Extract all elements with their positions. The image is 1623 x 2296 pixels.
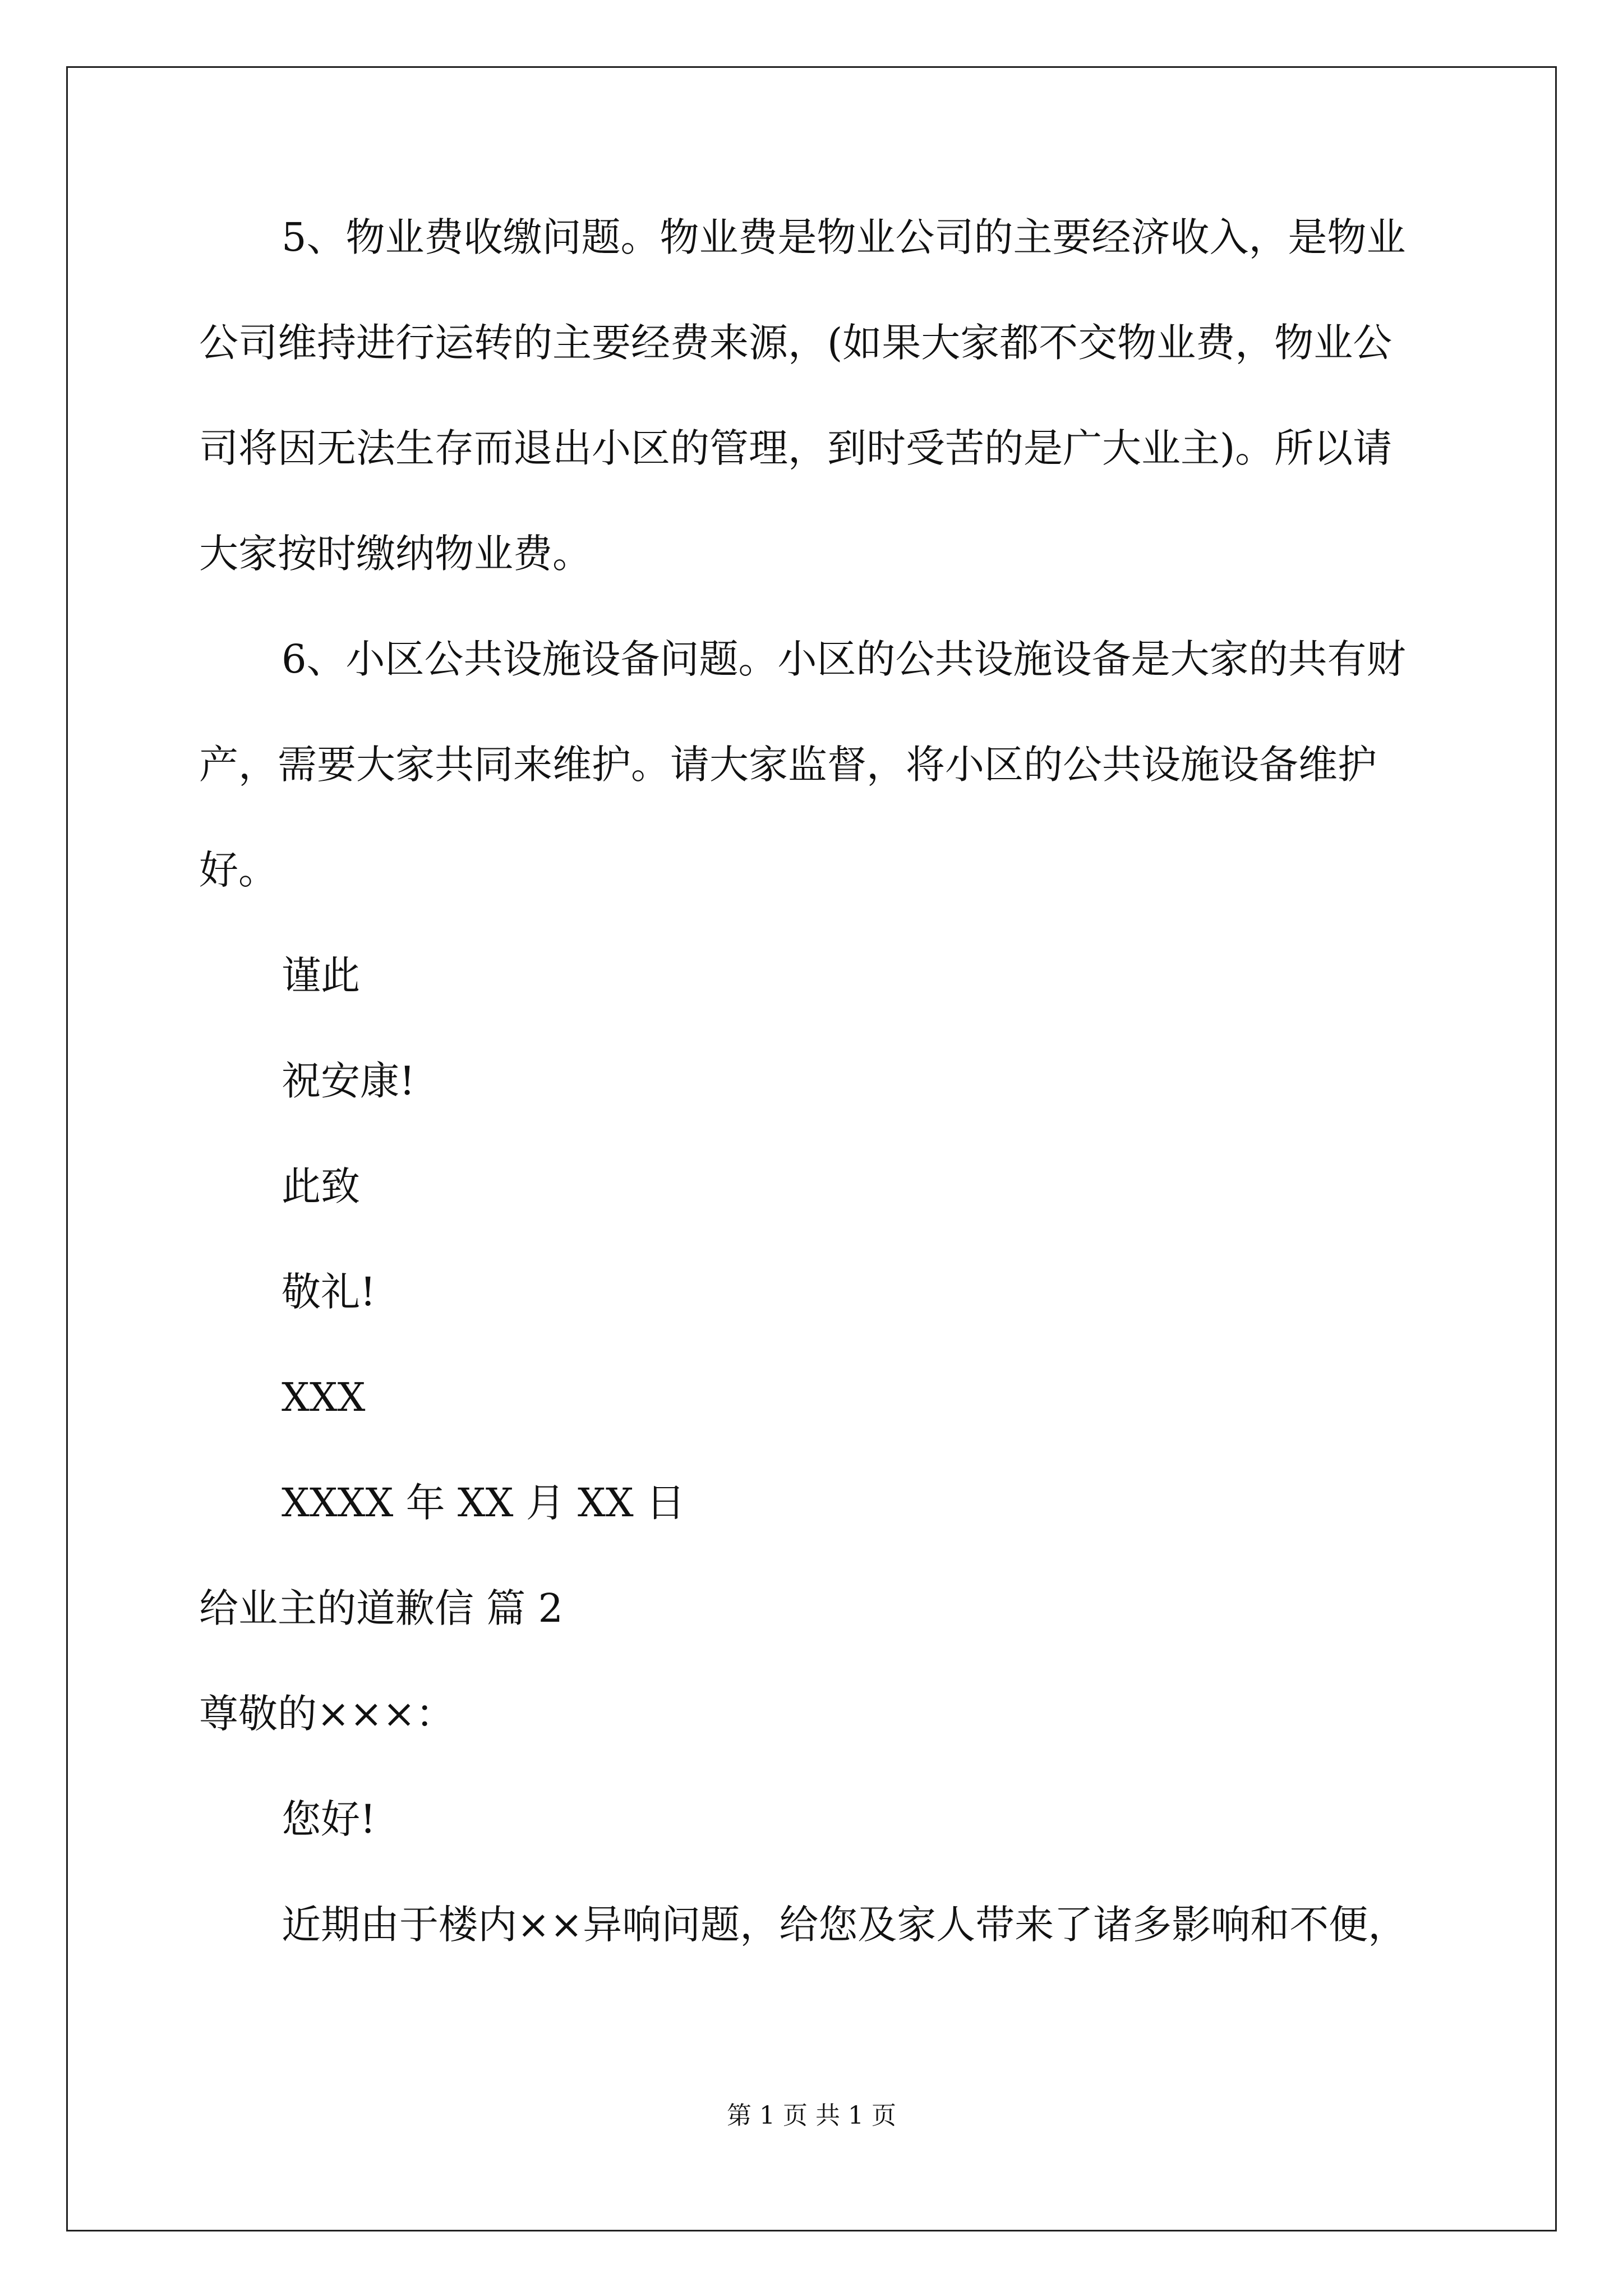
closing-wish: 祝安康! — [282, 1058, 416, 1104]
paragraph-5-line-3: 司将因无法生存而退出小区的管理，到时受苦的是广大业主)。所以请 — [199, 425, 1393, 471]
closing-jinci: 谨此 — [282, 953, 360, 999]
salutation: 尊敬的×××： — [199, 1691, 455, 1737]
closing-cizhi: 此致 — [282, 1163, 360, 1209]
date-line: XXXX 年 XX 月 XX 日 — [282, 1480, 685, 1526]
paragraph-6-line-3: 好。 — [199, 847, 278, 893]
paragraph-5-line-1: 5、物业费收缴问题。物业费是物业公司的主要经济收入，是物业 — [282, 214, 1406, 260]
paragraph-5-line-2: 公司维持进行运转的主要经费来源，(如果大家都不交物业费，物业公 — [199, 320, 1393, 366]
signature: XXX — [282, 1374, 366, 1420]
greeting: 您好! — [282, 1796, 376, 1842]
paragraph-6-line-2: 产，需要大家共同来维护。请大家监督，将小区的公共设施设备维护 — [199, 742, 1377, 788]
body-paragraph-line-1: 近期由于楼内××异响问题，给您及家人带来了诸多影响和不便， — [282, 1902, 1408, 1948]
paragraph-6-line-1: 6、小区公共设施设备问题。小区的公共设施设备是大家的共有财 — [282, 636, 1406, 682]
paragraph-5-line-4: 大家按时缴纳物业费。 — [199, 531, 592, 577]
closing-jingli: 敬礼! — [282, 1269, 376, 1315]
page-footer: 第 1 页 共 1 页 — [727, 2101, 896, 2130]
section-heading: 给业主的道歉信 篇 2 — [199, 1585, 564, 1631]
